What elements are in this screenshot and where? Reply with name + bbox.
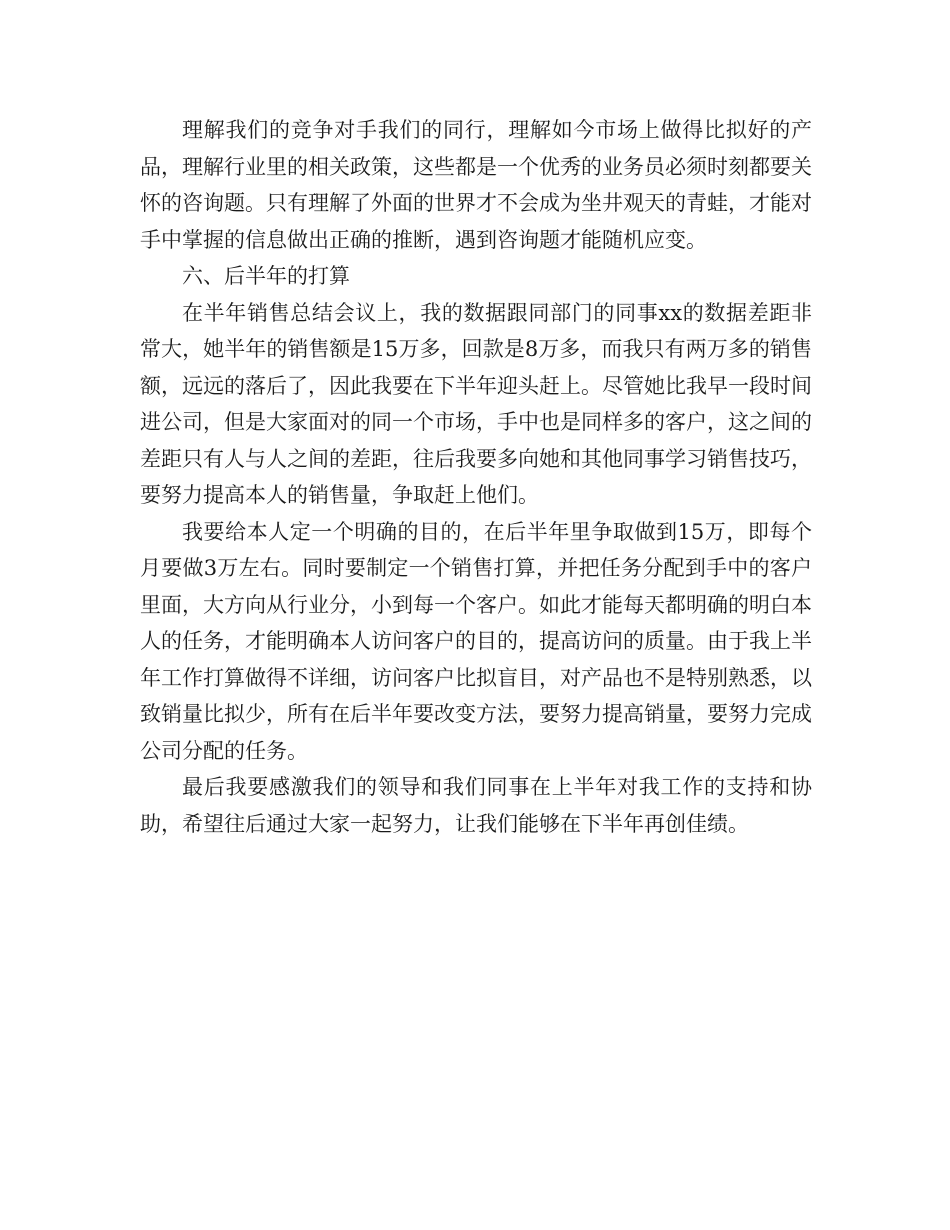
paragraph-goal-setting: 我要给本人定一个明确的目的，在后半年里争取做到15万，即每个月要做3万左右。同时要制定一个销售打算，并把任务分配到手中的客户里面，大方向从行业分，小到每一个客户。如此才能每天都明确的明白本人的任务，才能明确本人访问客户的目的，提高访问的质量。由于我上半年工作打算做得不详细，访问客户比拟盲目，对产品也不是特别熟悉，以致销量比拟少，所有在后半年要改变方法，要努力提高销量，要努力完成公司分配的任务。 (140, 519, 812, 763)
section-heading-second-half-plan: 六、后半年的打算 (182, 264, 350, 288)
paragraph-understand-competitors: 理解我们的竞争对手我们的同行，理解如今市场上做得比拟好的产品，理解行业里的相关政策，这些都是一个优秀的业务员必须时刻都要关怀的咨询题。只有理解了外面的世界才不会成为坐井观天的青蛙，才能对手中掌握的信息做出正确的推断，遇到咨询题才能随机应变。 (140, 118, 812, 252)
document-body (140, 112, 812, 842)
paragraph-thanks: 最后我要感激我们的领导和我们同事在上半年对我工作的支持和协助，希望往后通过大家一起努力，让我们能够在下半年再创佳绩。 (140, 775, 812, 836)
paragraph-sales-comparison: 在半年销售总结会议上，我的数据跟同部门的同事xx的数据差距非常大，她半年的销售额是15万多，回款是8万多，而我只有两万多的销售额，远远的落后了，因此我要在下半年迎头赶上。尽管她比我早一段时间进公司，但是大家面对的同一个市场，手中也是同样多的客户，这之间的差距只有人与人之间的差距，往后我要多向她和其他同事学习销售技巧，要努力提高本人的销售量，争取赶上他们。 (140, 300, 812, 507)
